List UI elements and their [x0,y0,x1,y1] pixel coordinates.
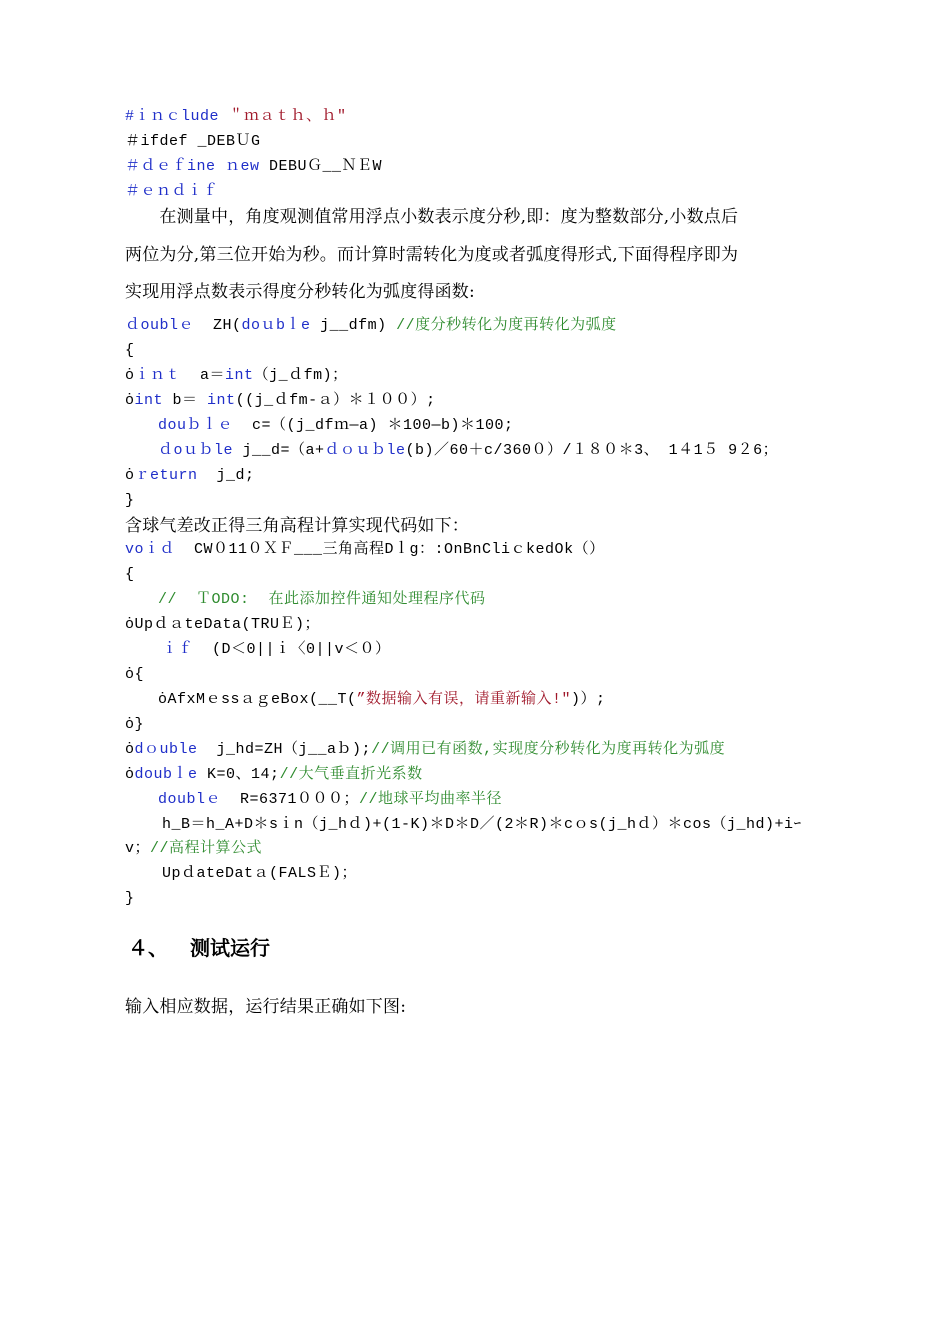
code-text: ((j_ｄfm-ａ）＊１００）; [235,392,436,409]
func1-name: ZH( [213,317,242,334]
line-marker: ȯ [125,467,135,484]
func2-update-data-true: ȯUpｄａteData(TRUＥ)； [125,616,321,633]
code-line-ifdef [125,132,261,152]
func2-zh-call-line [125,740,725,760]
func2-update-data-false: UpｄateDatａ(FALSＥ)； [162,865,358,882]
code-text: (b)／60＋c/360０）/１８０＊3、 1４1５ 9２6； [405,442,779,459]
func1-line-b [125,391,436,411]
section-title: 测试运行 [190,936,270,960]
code-text: K=0、14; [207,766,280,783]
func2-hb-line-2 [125,839,262,859]
code-text: )）; [571,691,606,708]
mid-paragraph: 含球气差改正得三角高程计算实现代码如下： [125,516,469,536]
section-number: ４、 [128,936,168,960]
intro-line-1: 在测量中，角度观测值常用浮点小数表示度分秒,即：度为整数部分,小数点后 [125,207,739,227]
keyword-double: doublｅ [158,791,222,808]
code-text: （j_ｄfm)； [253,367,348,384]
keyword-void: voｉｄ [125,541,176,558]
func1-param-type: doｕbｌe [241,317,311,334]
func2-r-line [158,790,502,810]
func1-return-type: ｄoublｅ [125,317,195,334]
include-directive: #ｉｎｃlude [125,108,220,125]
line-marker: ȯ [125,367,135,384]
code-text: c=（(j_dfｍ—a) ＊100—b)＊100; [233,417,514,434]
code-text: j_hd=ZH（j__aｂ); [197,741,372,758]
func2-name: CW０11０ＸＦ___三角高程Dｌg：:OnBnCliｃkedOk（） [194,541,605,558]
func2-signature [125,540,605,560]
keyword-if: ｉｆ [162,641,194,658]
func1-line-c [158,416,514,436]
code-comment: //大气垂直折光系数 [279,766,423,783]
code-comment: //地球平均曲率半径 [359,791,503,808]
func1-open-brace: { [125,342,135,359]
intro-line-3: 实现用浮点数表示得度分秒转化为弧度得函数: [125,282,475,302]
code-text: v； [125,840,151,857]
func2-todo-comment: // ＴODO: 在此添加控件通知处理程序代码 [158,591,486,608]
keyword-double: doubｌe [134,766,198,783]
func1-comment: //度分秒转化为度再转化为弧度 [396,317,617,334]
code-text: j_d; [197,467,255,484]
code-line-endif [125,182,218,202]
keyword-int: int [225,367,254,384]
func1-line-jd [158,441,778,461]
code-line-include [125,107,347,127]
func2-open-brace: { [125,566,135,583]
define-directive: ＃ｄｅｆine ｎew [125,158,260,175]
keyword-double: ｄoｕｂle [158,442,234,459]
ifdef-directive: ＃ifdef _DEBＵG [125,133,261,150]
keyword-int: ｉｎｔ [134,367,182,384]
line-marker: ȯ [125,392,135,409]
line-marker: ȯ [125,766,135,783]
code-text: ȯAfxMｅssａｇeBox(__T( [158,691,357,708]
code-text: R=6371０００； [240,791,360,808]
func1-param: j__dfm) [310,317,397,334]
code-comment: //高程计算公式 [150,840,263,857]
func1-signature [125,316,617,336]
section-heading [128,934,270,962]
func2-if-open: ȯ{ [125,666,145,683]
define-value: DEBUＧ__ＮＥW [269,158,383,175]
func1-close-brace: } [125,492,135,509]
func1-line-a [125,366,348,386]
include-string: ＂ｍａｔｈ、ｈ″ [228,108,347,125]
keyword-double: dｏuble [134,741,198,758]
code-text: j__d=（a+ [233,442,325,459]
code-text: a＝ [181,367,226,384]
code-text: (D＜0||ｉ〈0||v＜０） [212,641,391,658]
code-line-define [125,157,382,177]
conclusion-paragraph: 输入相应数据，运行结果正确如下图: [125,997,407,1017]
func2-hb-line-1: h_B＝h_A+D＊sｉn（j_hｄ)+(1-K)＊D＊D／(2＊R)＊cｏs(j_hｄ）＊cos（j_hd)+iｰ [162,816,802,833]
func2-if-close: ȯ} [125,716,145,733]
keyword-return: ｒeturn [134,467,198,484]
line-marker: ȯ [125,741,135,758]
keyword-double: douｂｌｅ [158,417,234,434]
code-text: b＝ [163,392,208,409]
code-comment: //调用已有函数,实现度分秒转化为度再转化为弧度 [371,741,726,758]
keyword-double: ｄｏｕｂle [324,442,406,459]
func2-close-brace: } [125,890,135,907]
keyword-int: int [134,392,164,409]
func2-if-line [162,640,391,660]
message-string: ”数据输入有误，请重新输入!″ [356,691,572,708]
func1-line-return [125,466,255,486]
func2-messagebox-line [158,690,606,710]
keyword-int: int [207,392,236,409]
endif-directive: ＃ｅｎｄｉｆ [125,183,219,200]
intro-line-2: 两位为分,第三位开始为秒。而计算时需转化为度或者弧度得形式,下面得程序即为 [125,245,739,265]
func2-k-line [125,765,423,785]
